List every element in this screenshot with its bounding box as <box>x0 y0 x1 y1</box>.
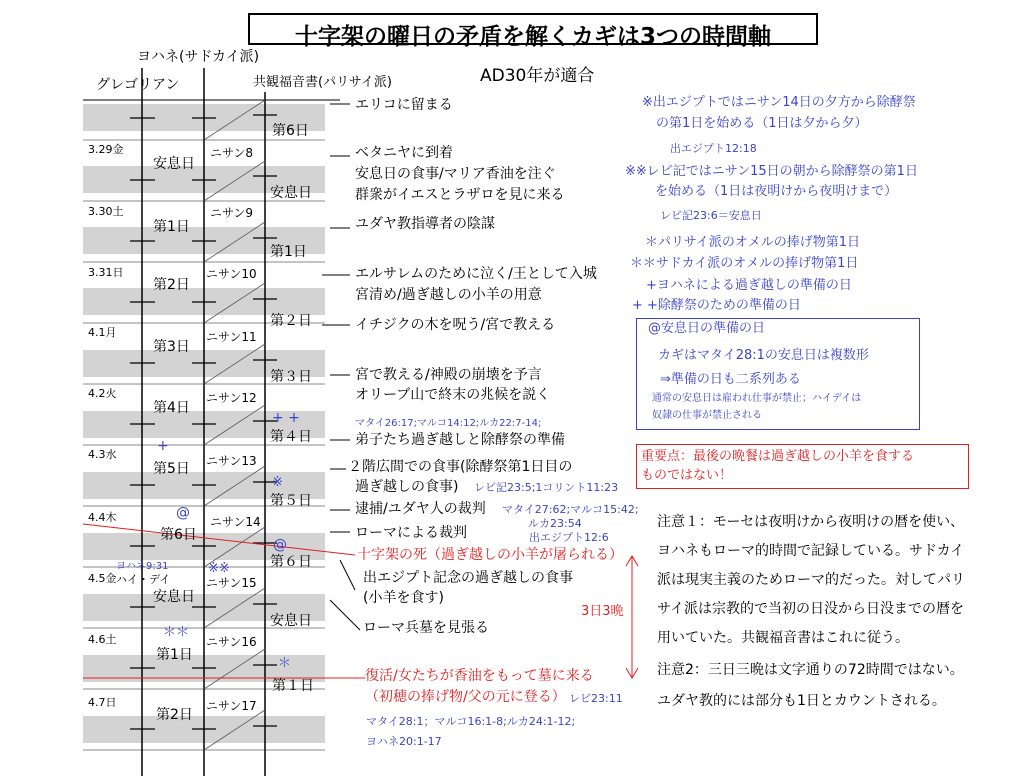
event-connector <box>330 600 360 630</box>
note-bottom: 注意１：モーセは夜明けから夜明けの暦を使い、 <box>657 514 965 530</box>
at-mark-john: @ <box>176 505 190 521</box>
john-day-label: 第2日 <box>153 277 190 293</box>
nisan-label: ニサン10 <box>206 267 257 281</box>
nisan-label: ニサン11 <box>206 330 257 344</box>
note-right: の第1日を始める（1日は夕から夕） <box>656 116 868 131</box>
header-ad30: AD30年が適合 <box>480 66 595 86</box>
date-label: 4.5金 <box>88 572 117 585</box>
event-label: (小羊を食す) <box>363 590 444 606</box>
note-right: ＊パリサイ派のオメルの捧げ物第1日 <box>645 235 860 250</box>
reference: マタイ27:62;マルコ15:42; <box>502 503 639 516</box>
star-mark-john: ＊＊ <box>163 625 190 640</box>
event-label: 群衆がイエスとラザロを見に来る <box>355 187 565 203</box>
date-label: 4.3水 <box>88 448 117 461</box>
resurrection-label: 復活/女たちが香油をもって墓に来る <box>365 668 594 684</box>
nisan-label: ニサン9 <box>210 206 254 220</box>
note-bottom: サイ派は宗教的で当初の日没から日没までの暦を <box>657 601 965 617</box>
john-day-label: 第4日 <box>153 400 190 416</box>
event-label: 宮で教える/神殿の崩壊を予言 <box>355 367 542 383</box>
event-label: 宮清め/過ぎ越しの小羊の用意 <box>355 287 542 303</box>
event-label: 過ぎ越しの食事) <box>355 479 459 495</box>
synoptic-day-label: 第６日 <box>270 554 312 570</box>
john-day-label: 第6日 <box>160 527 197 543</box>
event-label: オリーブ山で終末の兆候を説く <box>355 387 551 403</box>
date-label: 4.1月 <box>88 326 117 339</box>
key-box-line: ⇒準備の日も二系列ある <box>660 372 801 387</box>
nisan-label: ニサン16 <box>206 635 257 649</box>
note-right: 出エジプト12:18 <box>670 142 757 155</box>
three-days-label: 3日3晩 <box>581 604 624 619</box>
nisan-label: ニサン8 <box>210 146 254 160</box>
note-bottom: 派は現実主義のためローマ的だった。対してパリ <box>657 572 965 588</box>
john-day-label: 第1日 <box>153 219 190 235</box>
nisan-label: ニサン12 <box>206 391 257 405</box>
john-ref-mark: ヨハネ9:31 <box>116 561 169 572</box>
date-label: 3.29金 <box>88 143 124 156</box>
event-label: 逮捕/ユダヤ人の裁判 <box>355 501 486 517</box>
note-right: + +除酵祭のための準備の日 <box>632 298 801 313</box>
reference: 出エジプト12:6 <box>529 531 609 544</box>
synoptic-day-label: 第6日 <box>272 123 309 139</box>
date-label: 4.4木 <box>88 511 117 524</box>
note-bottom: 用いていた。共観福音書はこれに従う。 <box>657 630 909 646</box>
important-line: ものではない！ <box>641 468 733 483</box>
note-bottom: 注意2：三日三晩は文字通りの72時間ではない。 <box>657 662 964 678</box>
note-right: レビ記23:6＝安息日 <box>660 209 762 222</box>
note-right: ※※レビ記ではニサン15日の朝から除酵祭の第1日 <box>625 164 918 179</box>
plus-mark: + <box>157 438 169 454</box>
star-mark-syn: ＊ <box>278 656 292 671</box>
at-mark-syn: @ <box>273 537 287 553</box>
header-gregorian: グレゴリアン <box>96 77 180 93</box>
synoptic-day-label: 第1日 <box>270 244 307 260</box>
synoptic-day-label: 第１日 <box>272 678 314 694</box>
high-day-label: ハイ・デイ <box>116 573 171 586</box>
event-label: ベタニヤに到着 <box>355 145 453 161</box>
event-label: 弟子たち過ぎ越しと除酵祭の準備 <box>355 432 565 448</box>
note-right: +ヨハネによる過ぎ越しの準備の日 <box>646 278 852 293</box>
event-label: ユダヤ教指導者の陰謀 <box>355 216 495 232</box>
nisan-label: ニサン13 <box>206 454 257 468</box>
event-label: ２階広間での食事(除酵祭第1日目の <box>348 459 573 475</box>
kome-mark-john: ※※ <box>208 561 230 576</box>
john-day-label: 安息日 <box>153 589 195 605</box>
key-box-line: 通常の安息日は雇われ仕事が禁止；ハイデイは <box>652 393 862 404</box>
synoptic-day-label: 第４日 <box>270 429 312 445</box>
date-label: 3.30土 <box>88 205 124 218</box>
header-synoptic: 共観福音書(パリサイ派) <box>253 75 392 90</box>
event-connector <box>340 560 355 590</box>
reference: ヨハネ20:1-17 <box>366 735 442 748</box>
date-label: 4.7日 <box>88 696 117 709</box>
event-label: イチジクの木を呪う/宮で教える <box>355 317 556 333</box>
kome-mark-syn: ※ <box>272 475 283 490</box>
nisan-label: ニサン17 <box>206 699 257 713</box>
note-right: ※出エジプトではニサン14日の夕方から除酵祭 <box>642 95 916 110</box>
john-day-label: 第1日 <box>156 647 193 663</box>
synoptic-day-label: 第２日 <box>270 313 312 329</box>
header-john: ヨハネ(サドカイ派) <box>137 49 260 65</box>
john-day-label: 第2日 <box>156 707 193 723</box>
synoptic-day-label: 第５日 <box>270 493 312 509</box>
page-title: 十字架の曜日の矛盾を解くカギは3つの時間軸 <box>294 24 771 50</box>
event-label: エルサレムのために泣く/王として入城 <box>355 266 597 282</box>
date-label: 3.31日 <box>88 266 124 279</box>
title-box <box>248 13 818 50</box>
event-label: ローマ兵墓を見張る <box>363 620 489 636</box>
reference: レビ23:11 <box>569 692 623 705</box>
important-line: 重要点：最後の晩餐は過ぎ越しの小羊を食する <box>641 449 915 464</box>
date-label: 4.2火 <box>88 387 117 400</box>
john-day-label: 第5日 <box>153 461 190 477</box>
nisan-label: ニサン15 <box>206 576 257 590</box>
event-label: ローマによる裁判 <box>355 525 467 541</box>
plusplus-mark: + + <box>272 410 300 426</box>
note-bottom: ヨハネもローマ的時間で記録している。サドカイ <box>657 543 965 559</box>
synoptic-day-label: 安息日 <box>270 185 312 201</box>
note-bottom: ユダヤ教的には部分も1日とカウントされる。 <box>657 693 946 709</box>
event-label: 安息日の食事/マリア香油を注ぐ <box>355 166 556 182</box>
nisan-label: ニサン14 <box>210 515 261 529</box>
key-box-line: 奴隷の仕事が禁止される <box>652 410 762 421</box>
event-label: 出エジプト記念の過ぎ越しの食事 <box>363 570 573 586</box>
date-label: 4.6土 <box>88 633 117 646</box>
reference: レビ記23:5;1コリント11:23 <box>474 481 619 494</box>
reference: マタイ26:17;マルコ14:12;ルカ22:7-14; <box>355 418 542 429</box>
event-label: エリコに留まる <box>355 97 453 113</box>
synoptic-day-label: 安息日 <box>270 613 312 629</box>
key-box-line: @安息日の準備の日 <box>648 321 766 336</box>
resurrection-label-2: （初穂の捧げ物/父の元に登る） <box>365 689 566 705</box>
reference: ルカ23:54 <box>528 517 582 530</box>
note-right: ＊＊サドカイ派のオメルの捧げ物第1日 <box>630 256 859 271</box>
reference: マタイ28:1；マルコ16:1-8;ルカ24:1-12; <box>366 715 576 728</box>
john-day-label: 第3日 <box>153 339 190 355</box>
john-day-label: 安息日 <box>153 156 195 172</box>
key-box-line: カギはマタイ28:1の安息日は複数形 <box>658 348 869 363</box>
crucifixion-label: 十字架の死（過ぎ越しの小羊が屠られる） <box>357 547 623 563</box>
synoptic-day-label: 第３日 <box>270 369 312 385</box>
note-right: を始める（1日は夜明けから夜明けまで） <box>655 184 898 199</box>
